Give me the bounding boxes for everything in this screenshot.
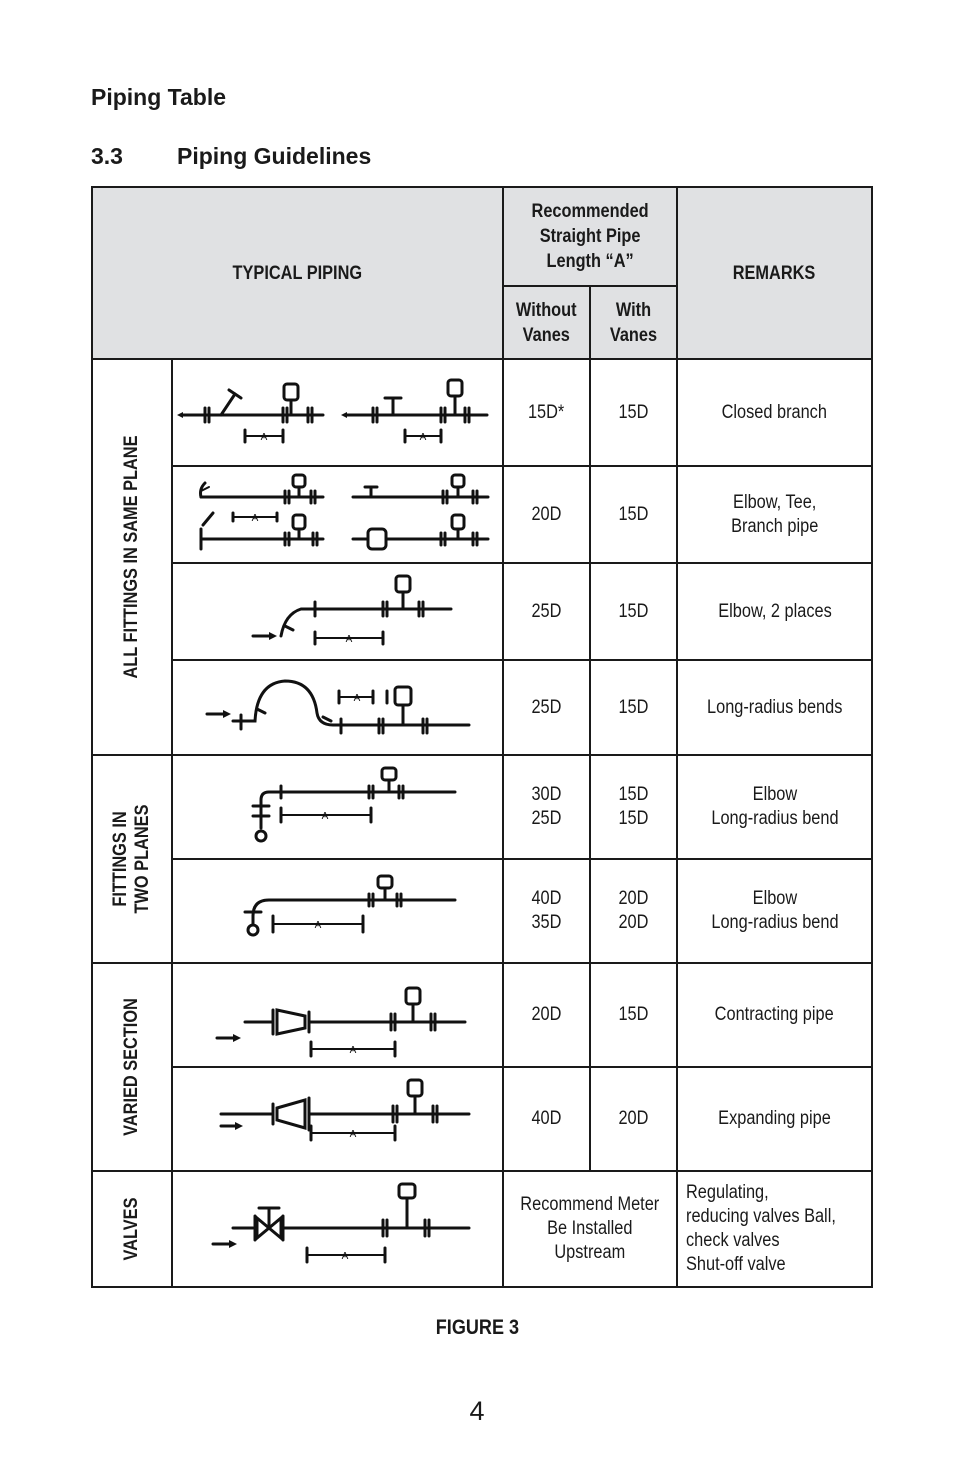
header-without-vanes: Without Vanes: [503, 286, 590, 359]
cell-without-vanes: 25D: [503, 660, 590, 755]
svg-text:A: A: [321, 811, 329, 822]
table-row: [92, 1067, 872, 1171]
diagram-elbow-two-places: [172, 563, 503, 660]
cell-with-vanes: 15D: [590, 466, 677, 563]
cell-remarks: Closed branch: [677, 359, 872, 466]
cell-valves-recommendation: Recommend Meter Be Installed Upstream: [503, 1171, 677, 1287]
svg-text:A: A: [314, 920, 322, 931]
group-label-varied-section: VARIED SECTION: [92, 963, 172, 1171]
diagram-expanding-pipe: [172, 1067, 503, 1171]
svg-text:A: A: [349, 1045, 357, 1056]
svg-text:A: A: [260, 432, 268, 443]
header-typical-piping: TYPICAL PIPING: [92, 187, 503, 359]
svg-text:A: A: [341, 1251, 349, 1262]
cell-remarks-valves: Regulating, reducing valves Ball, check valves Shut-off valve: [677, 1171, 872, 1287]
cell-without-vanes: 20D: [503, 963, 590, 1067]
section-title: Piping Guidelines: [177, 143, 372, 169]
group-label-two-planes: FITTINGS IN TWO PLANES: [92, 755, 172, 963]
page-number: 4: [469, 1396, 485, 1426]
piping-table: [91, 186, 873, 1288]
table-row: [92, 859, 872, 963]
cell-with-vanes: 15D 15D: [590, 755, 677, 859]
cell-remarks: Elbow, Tee, Branch pipe: [677, 466, 872, 563]
cell-without-vanes: 25D: [503, 563, 590, 660]
cell-without-vanes: 30D 25D: [503, 755, 590, 859]
table-row: [92, 963, 872, 1067]
table-row: [92, 1171, 872, 1287]
cell-with-vanes: 20D: [590, 1067, 677, 1171]
cell-remarks: Expanding pipe: [677, 1067, 872, 1171]
header-with-vanes: With Vanes: [590, 286, 677, 359]
cell-remarks: Elbow, 2 places: [677, 563, 872, 660]
group-label-same-plane: ALL FITTINGS IN SAME PLANE: [92, 359, 172, 755]
diagram-long-radius-two-planes: [172, 859, 503, 963]
diagram-closed-branch: [172, 359, 503, 466]
diagram-valves: [172, 1171, 503, 1287]
cell-remarks: Elbow Long-radius bend: [677, 859, 872, 963]
diagram-long-radius-bends: [172, 660, 503, 755]
svg-text:A: A: [419, 432, 427, 443]
cell-without-vanes: 40D 35D: [503, 859, 590, 963]
cell-remarks: Elbow Long-radius bend: [677, 755, 872, 859]
cell-remarks: Long-radius bends: [677, 660, 872, 755]
cell-remarks: Contracting pipe: [677, 963, 872, 1067]
section-heading: [91, 143, 371, 170]
table-row: [92, 359, 872, 466]
diagram-contracting-pipe: [172, 963, 503, 1067]
svg-text:A: A: [349, 1129, 357, 1140]
section-number: 3.3: [91, 143, 123, 169]
cell-with-vanes: 15D: [590, 563, 677, 660]
table-row: [92, 755, 872, 859]
header-straight-pipe-length: Recommended Straight Pipe Length “A”: [503, 187, 677, 286]
diagram-elbow-tee-branch: [172, 466, 503, 563]
svg-text:A: A: [345, 634, 353, 645]
cell-without-vanes: 40D: [503, 1067, 590, 1171]
table-row: [92, 660, 872, 755]
cell-with-vanes: 15D: [590, 963, 677, 1067]
cell-with-vanes: 15D: [590, 660, 677, 755]
diagram-elbow-two-planes: [172, 755, 503, 859]
figure-caption: FIGURE 3: [435, 1316, 519, 1339]
page-title: Piping Table: [91, 84, 227, 110]
table-row: [92, 563, 872, 660]
cell-without-vanes: 20D: [503, 466, 590, 563]
group-label-valves: VALVES: [92, 1171, 172, 1287]
cell-with-vanes: 20D 20D: [590, 859, 677, 963]
svg-text:A: A: [251, 513, 259, 524]
header-remarks: REMARKS: [677, 187, 872, 359]
cell-with-vanes: 15D: [590, 359, 677, 466]
table-row: [92, 466, 872, 563]
svg-text:A: A: [353, 693, 361, 704]
cell-without-vanes: 15D*: [503, 359, 590, 466]
